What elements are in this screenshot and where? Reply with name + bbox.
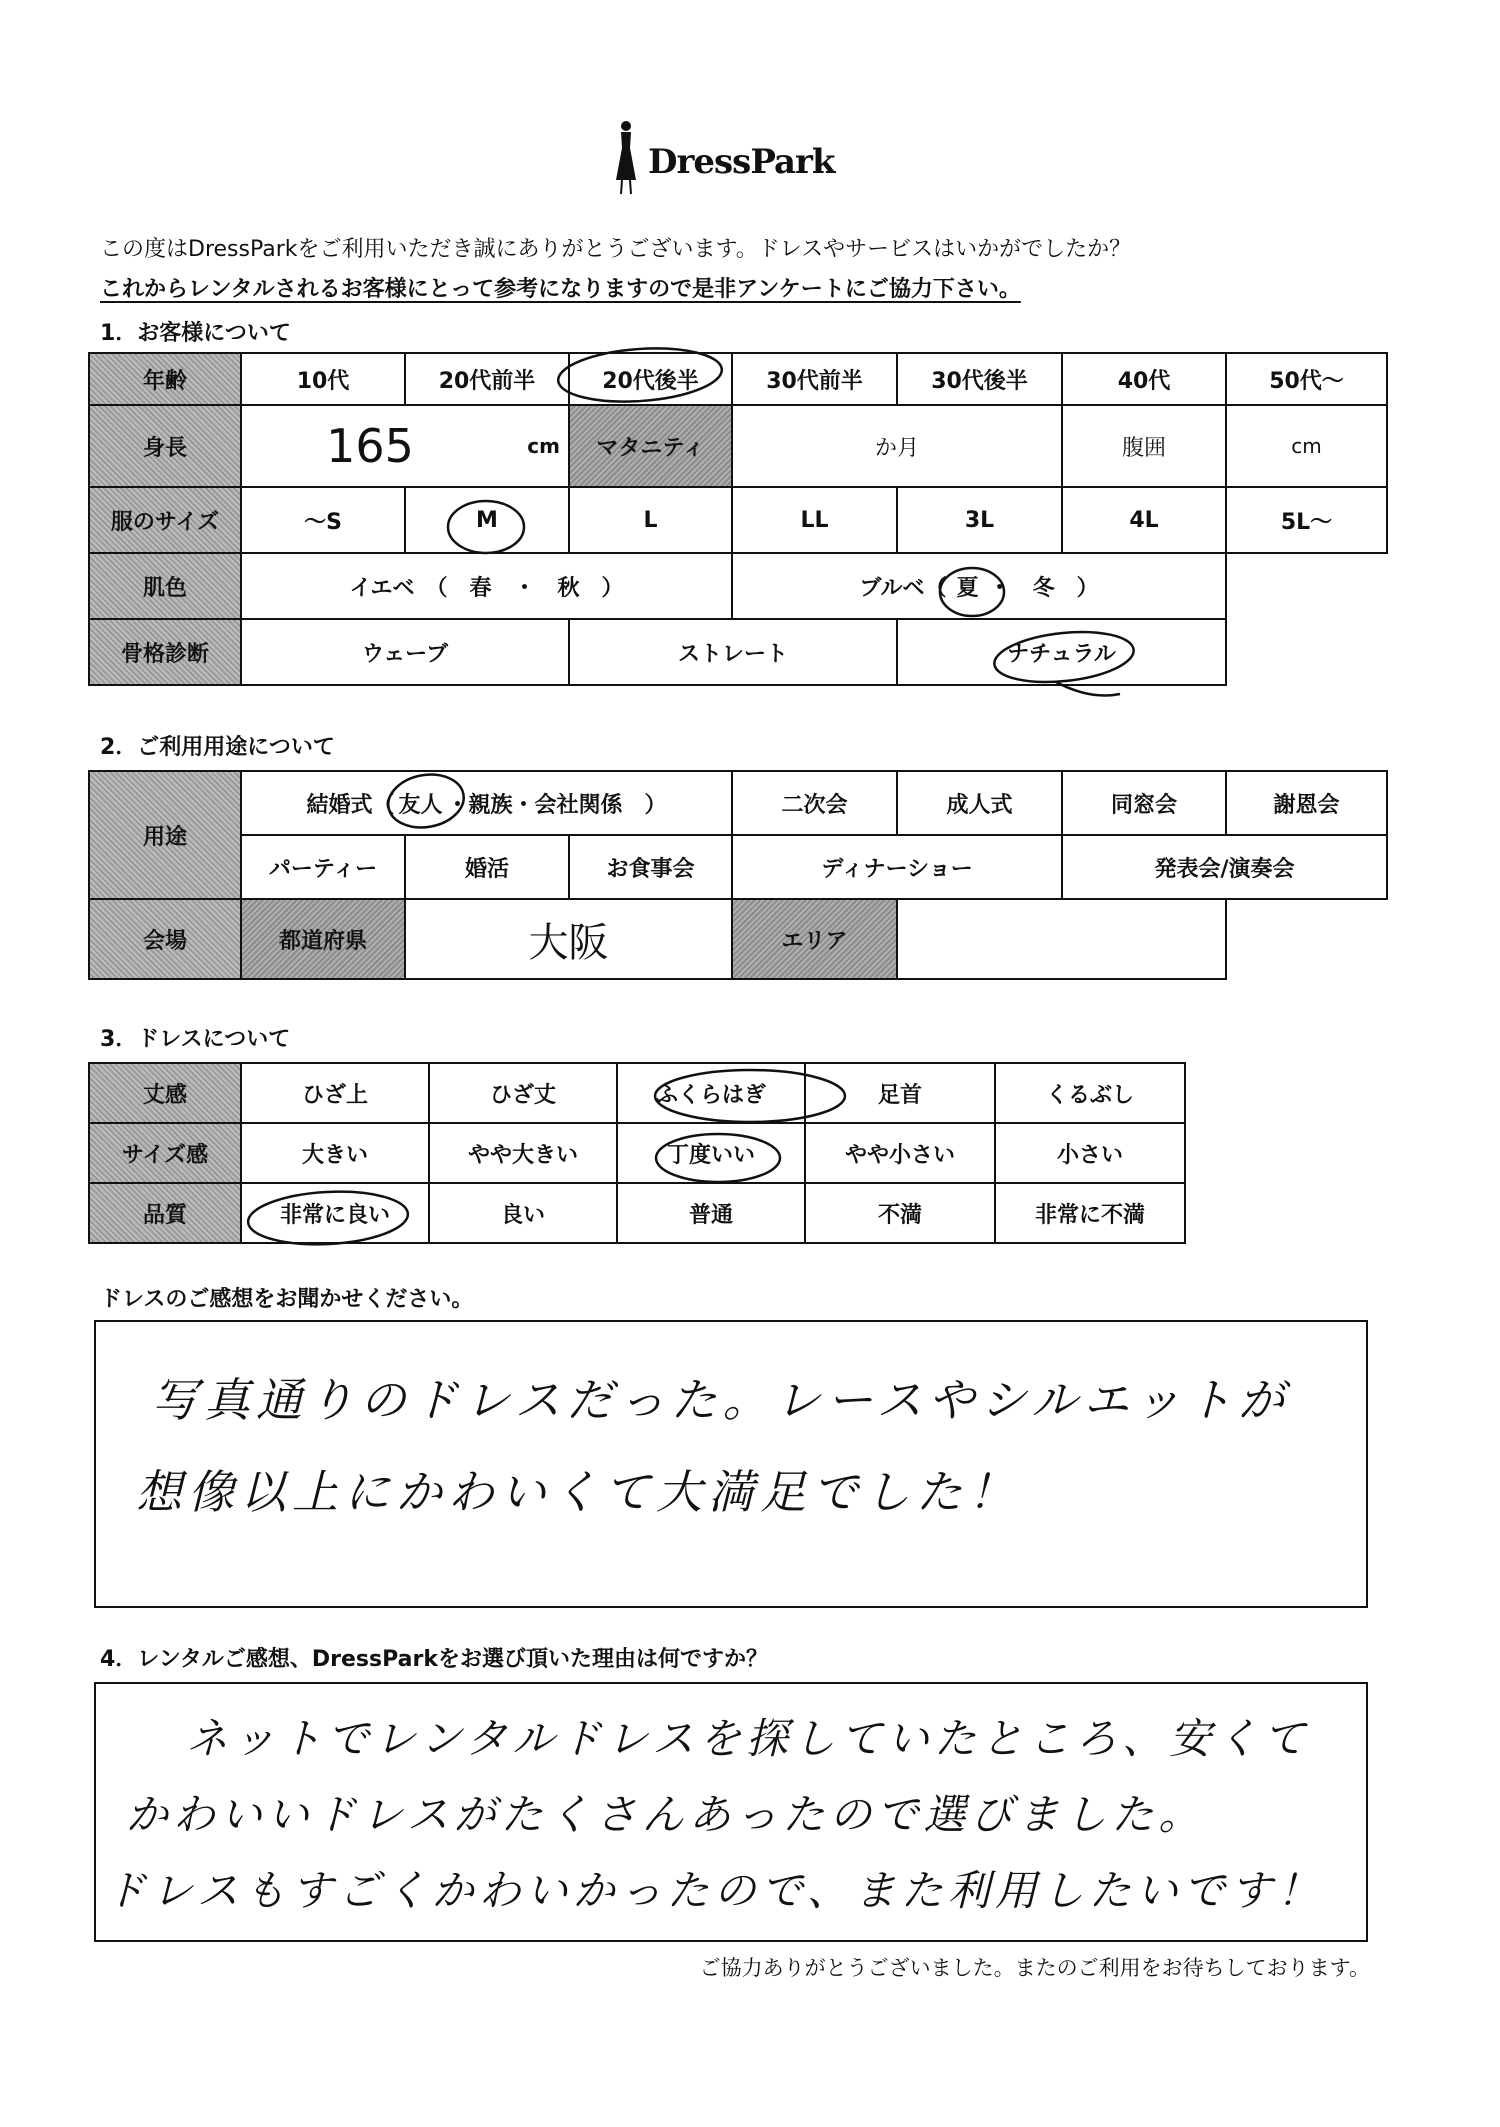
usage-table [88, 770, 1388, 980]
comment2-line: ドレスもすごくかわいかったので、また利用したいです！ [104, 1866, 1324, 1915]
quality-option[interactable]: 良い [429, 1183, 617, 1243]
waist-label: 腹囲 [1062, 405, 1226, 487]
dress-table [88, 1062, 1186, 1244]
usage-row-2 [89, 835, 1387, 899]
skin-blue-option[interactable] [732, 553, 1226, 619]
section3-title: 3．ドレスについて [100, 1027, 291, 1052]
section1-title: 1．お客様について [100, 321, 291, 346]
size-option[interactable]: 4L [1062, 487, 1226, 553]
skin-blue-suffix: ・ 冬 ） [988, 575, 1099, 601]
fit-option[interactable]: 小さい [995, 1123, 1185, 1183]
size-option[interactable]: 5L～ [1226, 487, 1387, 553]
frame-option-selected[interactable]: ナチュラル [897, 619, 1226, 685]
blank-cell [1226, 899, 1387, 979]
fit-option[interactable]: やや小さい [805, 1123, 995, 1183]
quality-row [89, 1183, 1185, 1243]
fit-option[interactable]: 大きい [241, 1123, 429, 1183]
customer-table [88, 352, 1388, 686]
blank-cell [1226, 619, 1387, 685]
intro-request: これからレンタルされるお客様にとって参考になりますので是非アンケートにご協力下さい。 [100, 277, 1021, 302]
length-option[interactable]: ひざ上 [241, 1063, 429, 1123]
size-option[interactable]: L [569, 487, 732, 553]
length-option[interactable]: 足首 [805, 1063, 995, 1123]
age-option[interactable]: 30代前半 [732, 353, 897, 405]
size-option[interactable]: LL [732, 487, 897, 553]
length-label: 丈感 [89, 1063, 241, 1123]
comment2-line: かわいいドレスがたくさんあったので選びました。 [126, 1790, 1206, 1839]
prefecture-label: 都道府県 [241, 899, 405, 979]
wedding-prefix: 結婚式（ [306, 792, 395, 818]
age-option[interactable]: 30代後半 [897, 353, 1062, 405]
usage-option[interactable]: お食事会 [569, 835, 732, 899]
venue-row [89, 899, 1387, 979]
skin-yellow-option[interactable]: イエベ （ 春 ・ 秋 ） [241, 553, 732, 619]
frame-option[interactable]: ウェーブ [241, 619, 569, 685]
comment1-prompt: ドレスのご感想をお聞かせください。 [100, 1287, 474, 1312]
month-unit: か月 [874, 435, 919, 461]
maternity-label: マタニティ [569, 405, 732, 487]
usage-option[interactable]: パーティー [241, 835, 405, 899]
length-option-selected[interactable]: ふくらはぎ [617, 1063, 805, 1123]
age-option[interactable]: 20代前半 [405, 353, 569, 405]
skin-row [89, 553, 1387, 619]
dress-silhouette-icon [606, 118, 646, 198]
usage-row-1 [89, 771, 1387, 835]
age-option[interactable]: 10代 [241, 353, 405, 405]
comment1-line: 想像以上にかわいくて大満足でした！ [136, 1465, 1020, 1519]
height-value: 165 [326, 419, 414, 473]
comment2-line: ネットでレンタルドレスを探していたところ、安くて [186, 1714, 1311, 1763]
intro-text: この度はDressParkをご利用いただき誠にありがとうございます。ドレスやサービスはいかがでしたか？ [100, 237, 1132, 262]
frame-option[interactable]: ストレート [569, 619, 897, 685]
section4-title: 4．レンタルご感想、DressParkをお選び頂いた理由は何ですか？ [100, 1647, 768, 1672]
quality-option[interactable]: 非常に不満 [995, 1183, 1185, 1243]
wedding-suffix: ・親族・会社関係 ） [446, 792, 667, 818]
usage-label: 用途 [89, 771, 241, 899]
age-option[interactable]: 40代 [1062, 353, 1226, 405]
wedding-option[interactable] [241, 771, 732, 835]
dresspark-logo [606, 118, 866, 198]
skin-blue-summer[interactable]: 夏 [956, 575, 979, 601]
fit-option-selected[interactable]: 丁度いい [617, 1123, 805, 1183]
reason-comment-box[interactable] [94, 1682, 1368, 1942]
waist-unit: cm [1291, 434, 1322, 458]
fit-row [89, 1123, 1185, 1183]
size-row [89, 487, 1387, 553]
height-row [89, 405, 1387, 487]
age-option-selected[interactable]: 20代後半 [569, 353, 732, 405]
length-row [89, 1063, 1185, 1123]
section2-title: 2．ご利用用途について [100, 735, 335, 760]
size-label: 服のサイズ [89, 487, 241, 553]
usage-option[interactable]: 成人式 [897, 771, 1062, 835]
fit-label: サイズ感 [89, 1123, 241, 1183]
usage-option[interactable]: 婚活 [405, 835, 569, 899]
height-label: 身長 [89, 405, 241, 487]
age-option[interactable]: 50代～ [1226, 353, 1387, 405]
quality-label: 品質 [89, 1183, 241, 1243]
wedding-friend[interactable]: 友人 [398, 792, 443, 818]
footer-thanks: ご協力ありがとうございました。またのご利用をお待ちしております。 [699, 1956, 1370, 1980]
area-field[interactable] [897, 899, 1226, 979]
quality-option[interactable]: 不満 [805, 1183, 995, 1243]
skin-blue-prefix: ブルベ（ [859, 575, 947, 601]
usage-option[interactable]: 二次会 [732, 771, 897, 835]
logo-text: DressPark [648, 142, 835, 182]
usage-option[interactable]: 謝恩会 [1226, 771, 1387, 835]
height-field[interactable] [241, 405, 569, 487]
blank-cell [1226, 553, 1387, 619]
fit-option[interactable]: やや大きい [429, 1123, 617, 1183]
age-label: 年齢 [89, 353, 241, 405]
usage-option[interactable]: ディナーショー [732, 835, 1062, 899]
skin-label: 肌色 [89, 553, 241, 619]
waist-field[interactable] [1226, 405, 1387, 487]
maternity-field[interactable] [732, 405, 1062, 487]
dress-comment-box[interactable] [94, 1320, 1368, 1608]
frame-label: 骨格診断 [89, 619, 241, 685]
size-option[interactable]: ～S [241, 487, 405, 553]
area-label: エリア [732, 899, 897, 979]
age-row [89, 353, 1387, 405]
prefecture-field[interactable] [405, 899, 732, 979]
prefecture-value: 大阪 [528, 919, 609, 966]
quality-option[interactable]: 普通 [617, 1183, 805, 1243]
length-option[interactable]: くるぶし [995, 1063, 1185, 1123]
usage-option[interactable]: 同窓会 [1062, 771, 1226, 835]
size-option[interactable]: 3L [897, 487, 1062, 553]
comment1-line: 写真通りのドレスだった。レースやシルエットが [152, 1373, 1291, 1427]
size-option-selected[interactable]: M [405, 487, 569, 553]
quality-option-selected[interactable]: 非常に良い [241, 1183, 429, 1243]
length-option[interactable]: ひざ丈 [429, 1063, 617, 1123]
usage-option[interactable]: 発表会/演奏会 [1062, 835, 1387, 899]
frame-row [89, 619, 1387, 685]
venue-label: 会場 [89, 899, 241, 979]
height-unit: cm [527, 434, 560, 458]
